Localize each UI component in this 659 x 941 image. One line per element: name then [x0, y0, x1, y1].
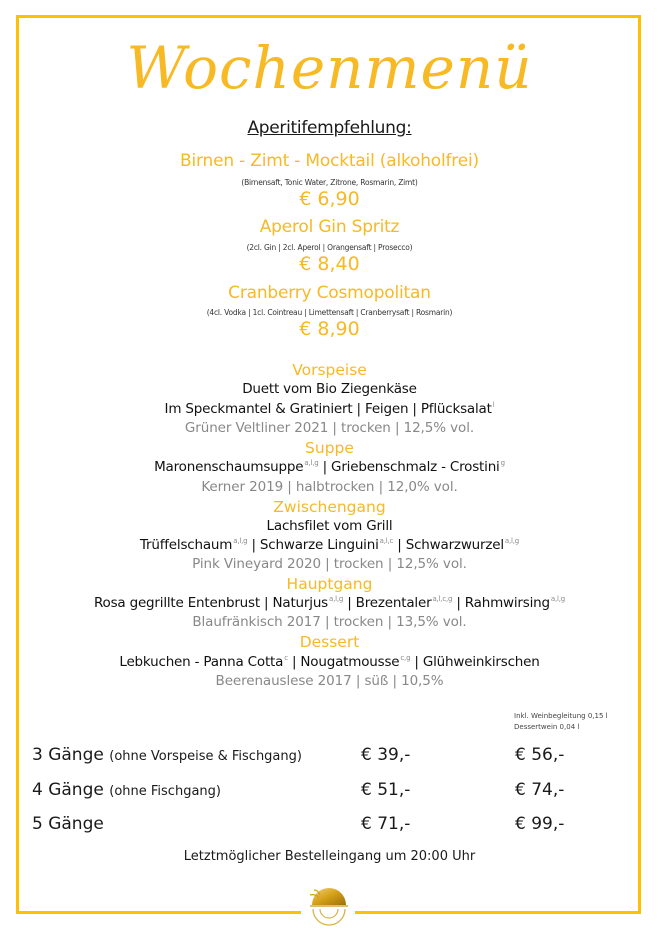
wine-note-line: Dessertwein 0,04 l	[514, 723, 580, 731]
drink-ingredients: (2cl. Gin | 2cl. Aperol | Orangensaft | Prosecco)	[246, 243, 413, 252]
allergen-code: a,l,g	[550, 595, 566, 603]
drink-price: € 8,40	[299, 253, 360, 275]
price-with-wine: € 99,-	[515, 814, 565, 834]
course-heading-suppe: Suppe	[305, 439, 354, 457]
course-count-label: 5 Gänge	[32, 814, 104, 834]
dish-text: | Nougatmousse	[287, 654, 400, 670]
allergen-code: a,l,g	[304, 459, 319, 467]
price-food: € 51,-	[361, 780, 411, 800]
wine-pairing: Pink Vineyard 2020 | trocken | 12,5% vol.	[192, 556, 467, 572]
price-row	[0, 814, 659, 836]
price-with-wine: € 74,-	[515, 780, 565, 800]
allergen-code: a,l,g	[329, 595, 344, 603]
price-row	[0, 745, 659, 767]
drink-name: Birnen - Zimt - Mocktail (alkoholfrei)	[180, 151, 479, 171]
dish-line	[0, 459, 659, 475]
dish-text: | Brezentaler	[343, 595, 432, 611]
drink-name: Aperol Gin Spritz	[259, 217, 400, 237]
drink-name: Cranberry Cosmopolitan	[228, 283, 431, 303]
dish-text: | Schwarzwurzel	[393, 537, 504, 553]
course-heading-dessert: Dessert	[299, 633, 360, 651]
course-heading-vorspeise: Vorspeise	[292, 361, 367, 379]
allergen-code: c	[284, 654, 288, 662]
course-detail: (ohne Fischgang)	[109, 784, 221, 799]
dish-text: | Glühweinkirschen	[410, 654, 540, 670]
dish-text: | Rahmwirsing	[452, 595, 550, 611]
wine-pairing-note	[514, 711, 608, 733]
drink-ingredients: (4cl. Vodka | 1cl. Cointreau | Limettensaft | Cranberrysaft | Rosmarin)	[206, 308, 453, 317]
wine-pairing: Blaufränkisch 2017 | trocken | 13,5% vol.	[192, 614, 467, 630]
wine-pairing: Grüner Veltliner 2021 | trocken | 12,5% vol.	[184, 420, 475, 436]
price-food: € 39,-	[361, 745, 411, 765]
wine-pairing: Beerenauslese 2017 | süß | 10,5%	[215, 673, 444, 689]
dish-text: Lachsfilet vom Grill	[266, 518, 393, 534]
allergen-code: a,l,g	[233, 537, 248, 545]
wine-note-line: Inkl. Weinbegleitung 0,15 l	[514, 712, 608, 720]
course-heading-hauptgang: Hauptgang	[286, 575, 373, 593]
dish-line	[0, 537, 659, 553]
dish-text: | Griebenschmalz - Crostini	[318, 459, 500, 475]
wine-pairing: Kerner 2019 | halbtrocken | 12,0% vol.	[201, 479, 458, 495]
drink-price: € 6,90	[299, 188, 360, 210]
aperitif-heading: Aperitifempfehlung:	[247, 118, 412, 138]
allergen-code: a,l,g	[504, 537, 520, 545]
dish-text: Rosa gegrillte Entenbrust | Naturjus	[93, 595, 329, 611]
dish-line	[0, 381, 659, 397]
drink-price: € 8,90	[299, 318, 360, 340]
allergen-code: a,l,c,g	[432, 595, 453, 603]
dish-line	[0, 654, 659, 670]
dish-text: Im Speckmantel & Gratiniert | Feigen | Pflücksalat	[164, 401, 492, 417]
dish-text: | Schwarze Linguini	[247, 537, 379, 553]
dish-text: Duett vom Bio Ziegenkäse	[242, 381, 417, 397]
allergen-code: l	[492, 401, 495, 409]
course-heading-zwischengang: Zwischengang	[273, 498, 386, 516]
cloche-plate-icon	[300, 878, 358, 936]
allergen-code: g	[500, 459, 505, 467]
allergen-code: a,l,c	[379, 537, 394, 545]
order-deadline: Letztmöglicher Bestelleingang um 20:00 Uhr	[183, 849, 476, 864]
page-title: Wochenmenü	[126, 34, 533, 102]
allergen-code: c,g	[400, 654, 411, 662]
course-detail: (ohne Vorspeise & Fischgang)	[109, 749, 302, 764]
dish-text: Maronenschaumsuppe	[154, 459, 304, 475]
price-with-wine: € 56,-	[515, 745, 565, 765]
dish-line	[0, 595, 659, 611]
course-count-label: 4 Gänge (ohne Fischgang)	[32, 780, 221, 800]
dish-text: Trüffelschaum	[139, 537, 233, 553]
course-count-label: 3 Gänge (ohne Vorspeise & Fischgang)	[32, 745, 302, 765]
price-food: € 71,-	[361, 814, 411, 834]
dish-line	[0, 518, 659, 534]
drink-ingredients: (Birnensaft, Tonic Water, Zitrone, Rosmarin, Zimt)	[241, 178, 418, 187]
dish-text: Lebkuchen - Panna Cotta	[119, 654, 284, 670]
dish-line	[0, 401, 659, 417]
price-row	[0, 780, 659, 802]
